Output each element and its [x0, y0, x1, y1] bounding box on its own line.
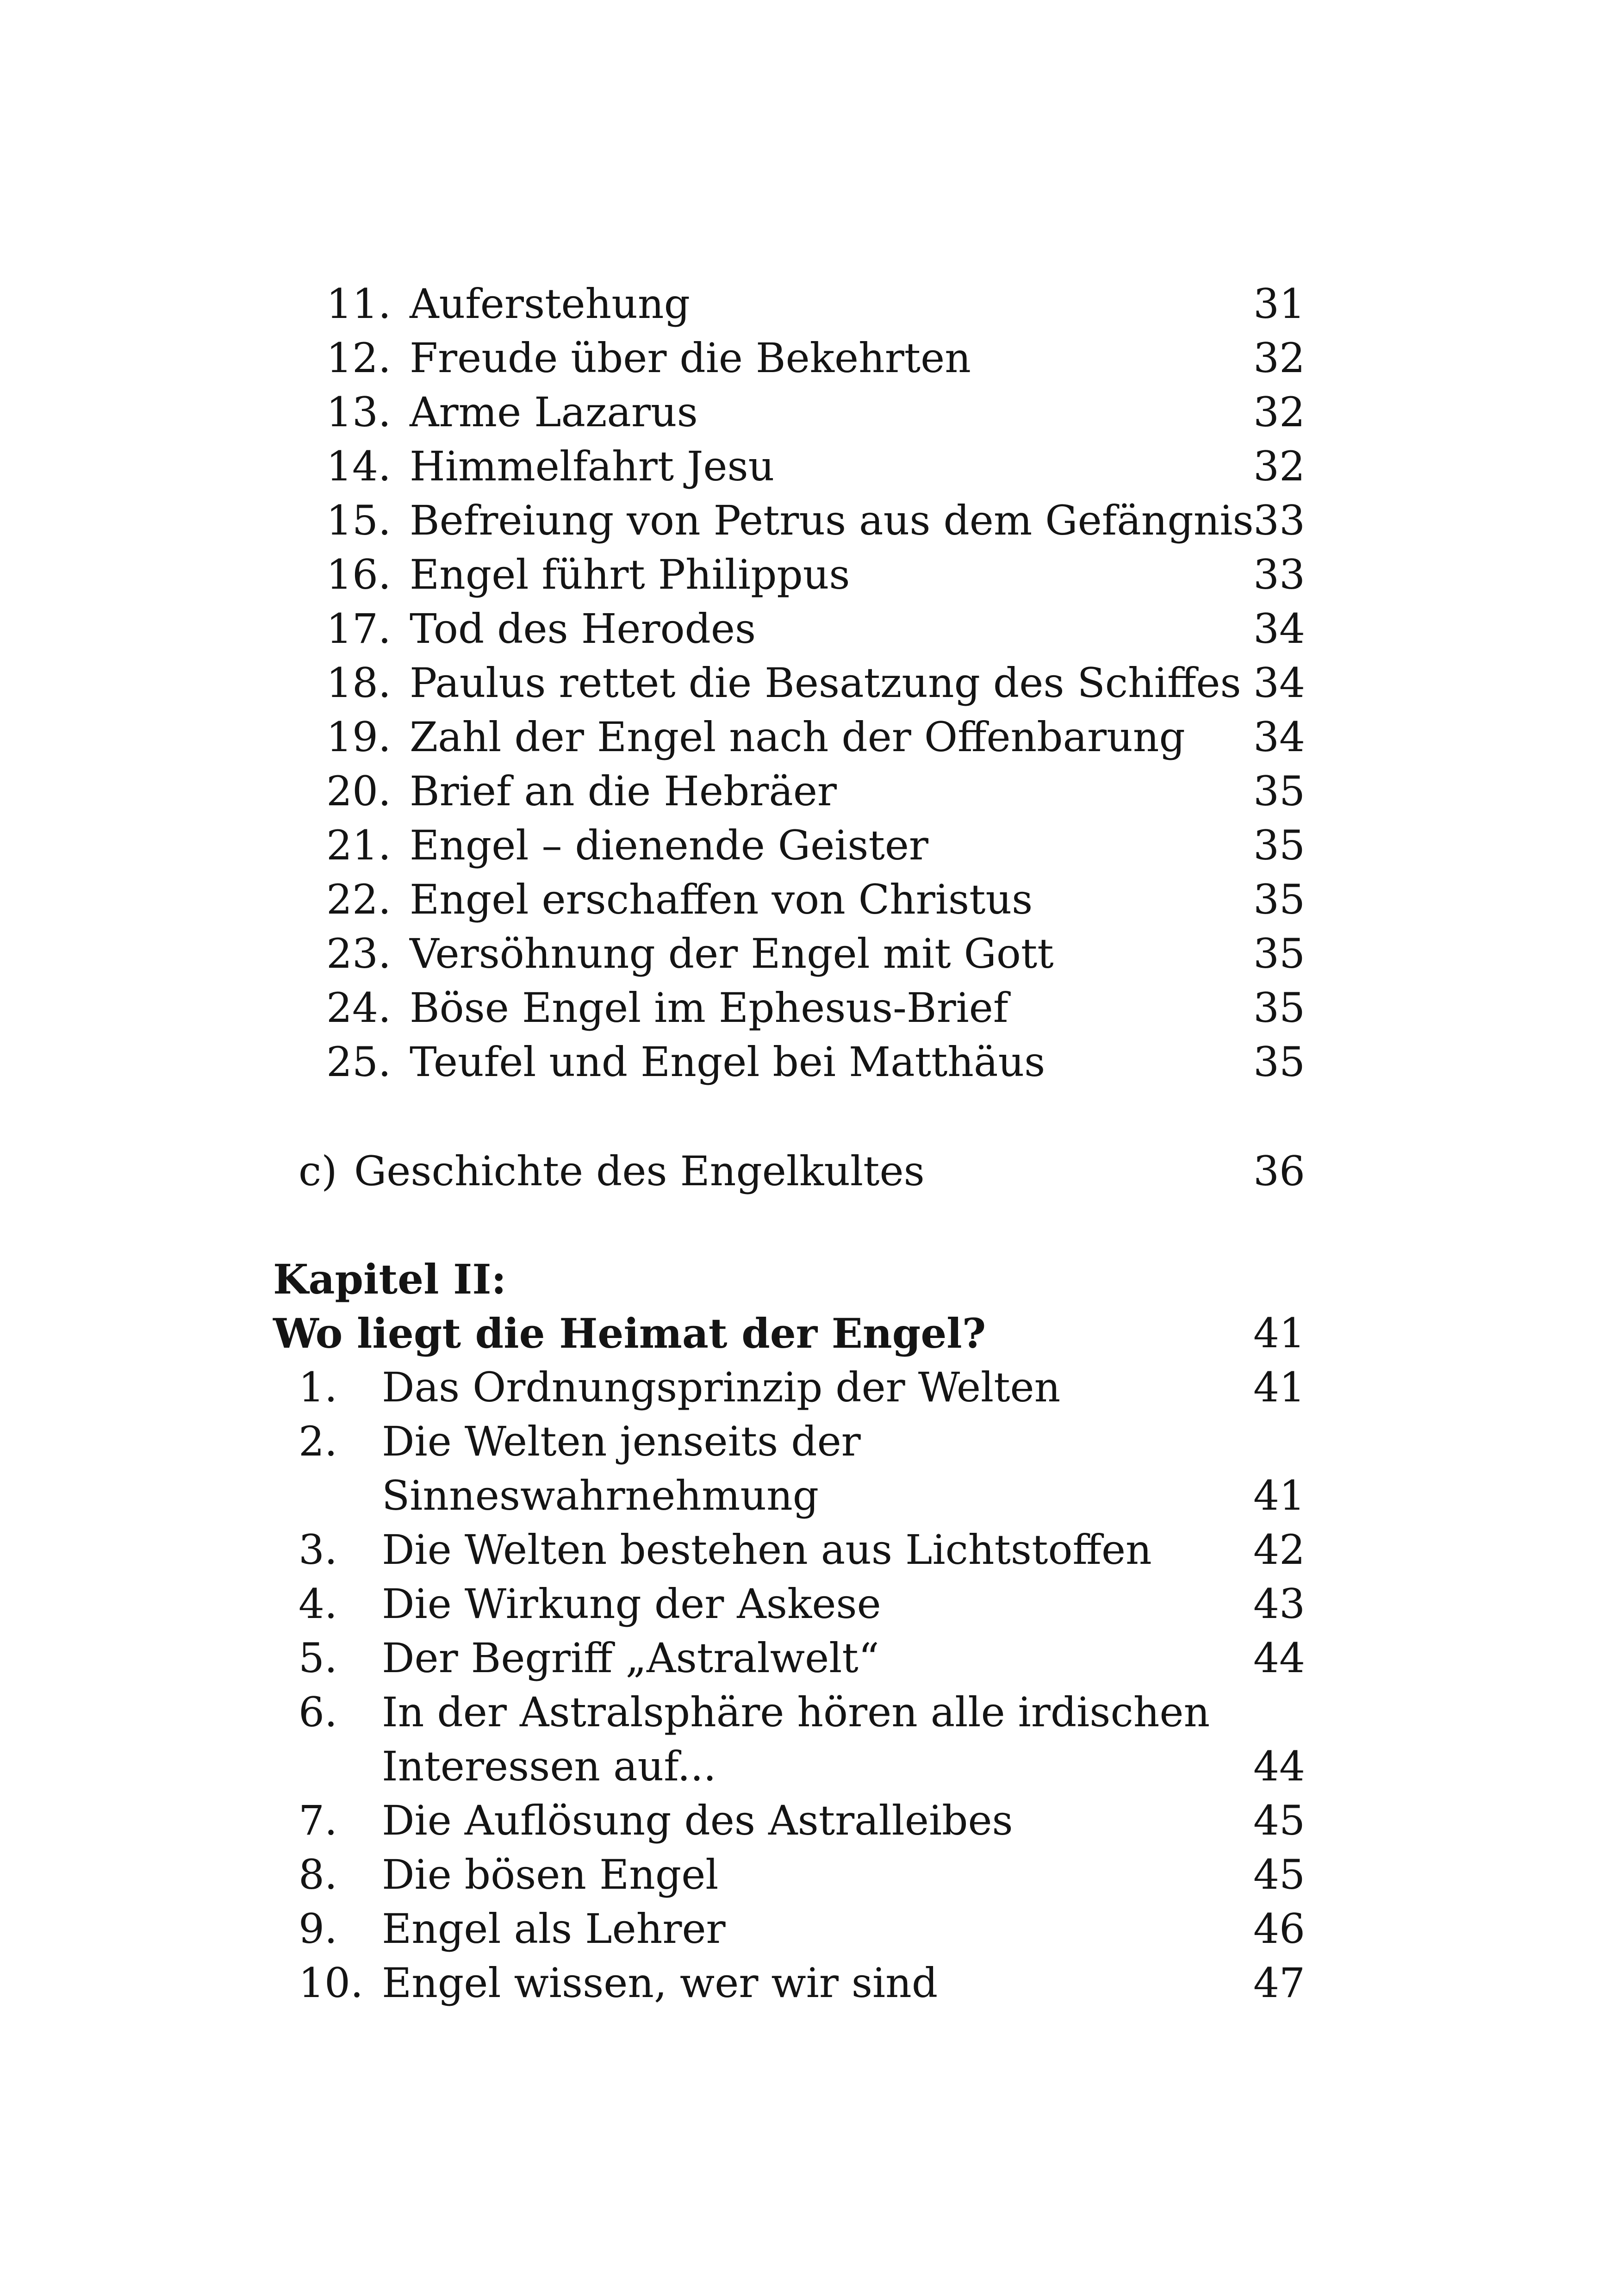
entry-title: Arme Lazarus	[410, 388, 698, 436]
toc-entry	[326, 277, 1305, 331]
section-title: Geschichte des Engelkultes	[354, 1147, 925, 1195]
entry-title: Die Auflösung des Astralleibes	[382, 1797, 1013, 1844]
toc-entry-continuation	[299, 1739, 1305, 1794]
entry-title-continuation: Interessen auf...	[382, 1742, 716, 1790]
entry-title: Befreiung von Petrus aus dem Gefängnis	[410, 497, 1254, 544]
toc-entry	[326, 385, 1305, 440]
entry-page: 35	[1253, 876, 1305, 923]
toc-entry	[326, 710, 1305, 765]
entry-title: Die Wirkung der Askese	[382, 1580, 881, 1628]
entry-page: 32	[1253, 388, 1305, 436]
entry-page: 44	[1253, 1634, 1305, 1682]
entry-title: Engel wissen, wer wir sind	[382, 1959, 938, 2007]
entry-page: 45	[1253, 1851, 1305, 1898]
entry-title: Brief an die Hebräer	[410, 767, 837, 815]
toc-entry	[326, 1035, 1305, 1089]
entry-title: Das Ordnungsprinzip der Welten	[382, 1363, 1061, 1411]
entry-page: 45	[1253, 1797, 1305, 1844]
toc-entry	[326, 331, 1305, 386]
chapter-heading: Kapitel II:	[273, 1255, 506, 1303]
entry-number: 4.	[299, 1580, 337, 1628]
entry-page: 35	[1253, 930, 1305, 977]
entry-page: 46	[1253, 1905, 1305, 1953]
toc-entry-continuation	[299, 1468, 1305, 1523]
toc-entry	[326, 493, 1305, 548]
entry-number: 3.	[299, 1526, 337, 1574]
entry-number: 21.	[326, 821, 391, 869]
toc-entry	[326, 872, 1305, 927]
entry-number: 15.	[326, 497, 391, 544]
entry-title: Freude über die Bekehrten	[410, 334, 971, 382]
entry-title: In der Astralsphäre hören alle irdischen	[382, 1688, 1210, 1736]
entry-title: Engel erschaffen von Christus	[410, 876, 1033, 923]
entry-number: 9.	[299, 1905, 337, 1953]
entry-number: 18.	[326, 659, 391, 707]
entry-title: Versöhnung der Engel mit Gott	[410, 930, 1054, 977]
entry-number: 2.	[299, 1418, 337, 1465]
entry-number: 17.	[326, 605, 391, 653]
toc-entry	[299, 1848, 1305, 1902]
chapter-title	[273, 1306, 1305, 1361]
entry-title: Auferstehung	[410, 280, 690, 328]
entry-number: 5.	[299, 1634, 337, 1682]
toc-entry	[299, 1902, 1305, 1956]
entry-page: 33	[1253, 551, 1305, 598]
entry-title-continuation: Sinneswahrnehmung	[382, 1472, 819, 1519]
entry-number: 19.	[326, 713, 391, 761]
entry-page: 35	[1253, 984, 1305, 1032]
toc-entry	[299, 1956, 1305, 2010]
entry-page: 34	[1253, 713, 1305, 761]
entry-title: Engel – dienende Geister	[410, 821, 928, 869]
entry-page: 42	[1253, 1526, 1305, 1574]
entry-page: 35	[1253, 1038, 1305, 1086]
entry-number: 14.	[326, 442, 391, 490]
entry-page: 41	[1253, 1363, 1305, 1411]
section-page: 36	[1253, 1147, 1305, 1195]
entry-number: 25.	[326, 1038, 391, 1086]
entry-title: Engel führt Philippus	[410, 551, 850, 598]
entry-page: 35	[1253, 767, 1305, 815]
entry-page: 34	[1253, 605, 1305, 653]
toc-entry	[326, 818, 1305, 873]
entry-number: 7.	[299, 1797, 337, 1844]
entry-number: 13.	[326, 388, 391, 436]
toc-entry	[326, 981, 1305, 1035]
entry-title: Die bösen Engel	[382, 1851, 719, 1898]
toc-entry	[299, 1523, 1305, 1577]
toc-entry	[326, 439, 1305, 494]
entry-number: 8.	[299, 1851, 337, 1898]
toc-entry	[299, 1631, 1305, 1686]
toc-entry	[326, 602, 1305, 656]
entry-title: Der Begriff „Astralwelt“	[382, 1634, 879, 1682]
toc-entry	[299, 1577, 1305, 1631]
toc-entry	[299, 1360, 1305, 1415]
toc-entry	[326, 548, 1305, 602]
entry-page: 33	[1253, 497, 1305, 544]
entry-title: Engel als Lehrer	[382, 1905, 726, 1953]
entry-page: 35	[1253, 821, 1305, 869]
toc-entry	[299, 1414, 1305, 1469]
toc-entry	[326, 656, 1305, 710]
toc-entry	[326, 927, 1305, 981]
entry-number: 23.	[326, 930, 391, 977]
entry-number: 10.	[299, 1959, 363, 2007]
entry-page: 44	[1253, 1742, 1305, 1790]
toc-entry	[299, 1793, 1305, 1848]
entry-number: 20.	[326, 767, 391, 815]
entry-number: 12.	[326, 334, 391, 382]
entry-number: 24.	[326, 984, 391, 1032]
entry-page: 47	[1253, 1959, 1305, 2007]
toc-entry	[326, 764, 1305, 819]
entry-number: 1.	[299, 1363, 337, 1411]
entry-title: Paulus rettet die Besatzung des Schiffes	[410, 659, 1241, 707]
entry-title: Zahl der Engel nach der Offenbarung	[410, 713, 1185, 761]
entry-number: 11.	[326, 280, 391, 328]
entry-page: 41	[1253, 1472, 1305, 1519]
chapter-title-text: Wo liegt die Heimat der Engel?	[273, 1309, 986, 1357]
entry-page: 43	[1253, 1580, 1305, 1628]
entry-title: Teufel und Engel bei Matthäus	[410, 1038, 1045, 1086]
entry-title: Die Welten bestehen aus Lichtstoffen	[382, 1526, 1152, 1574]
toc-entry	[299, 1685, 1305, 1740]
entry-title: Himmelfahrt Jesu	[410, 442, 775, 490]
entry-number: 22.	[326, 876, 391, 923]
entry-page: 34	[1253, 659, 1305, 707]
entry-page: 32	[1253, 442, 1305, 490]
entry-title: Tod des Herodes	[410, 605, 756, 653]
entry-title: Böse Engel im Ephesus-Brief	[410, 984, 1008, 1032]
entry-page: 31	[1253, 280, 1305, 328]
entry-title: Die Welten jenseits der	[382, 1418, 861, 1465]
section-letter: c)	[299, 1147, 337, 1195]
entry-number: 16.	[326, 551, 391, 598]
entry-page: 32	[1253, 334, 1305, 382]
entry-number: 6.	[299, 1688, 337, 1736]
toc-section	[299, 1144, 1305, 1199]
chapter-page: 41	[1253, 1309, 1305, 1357]
